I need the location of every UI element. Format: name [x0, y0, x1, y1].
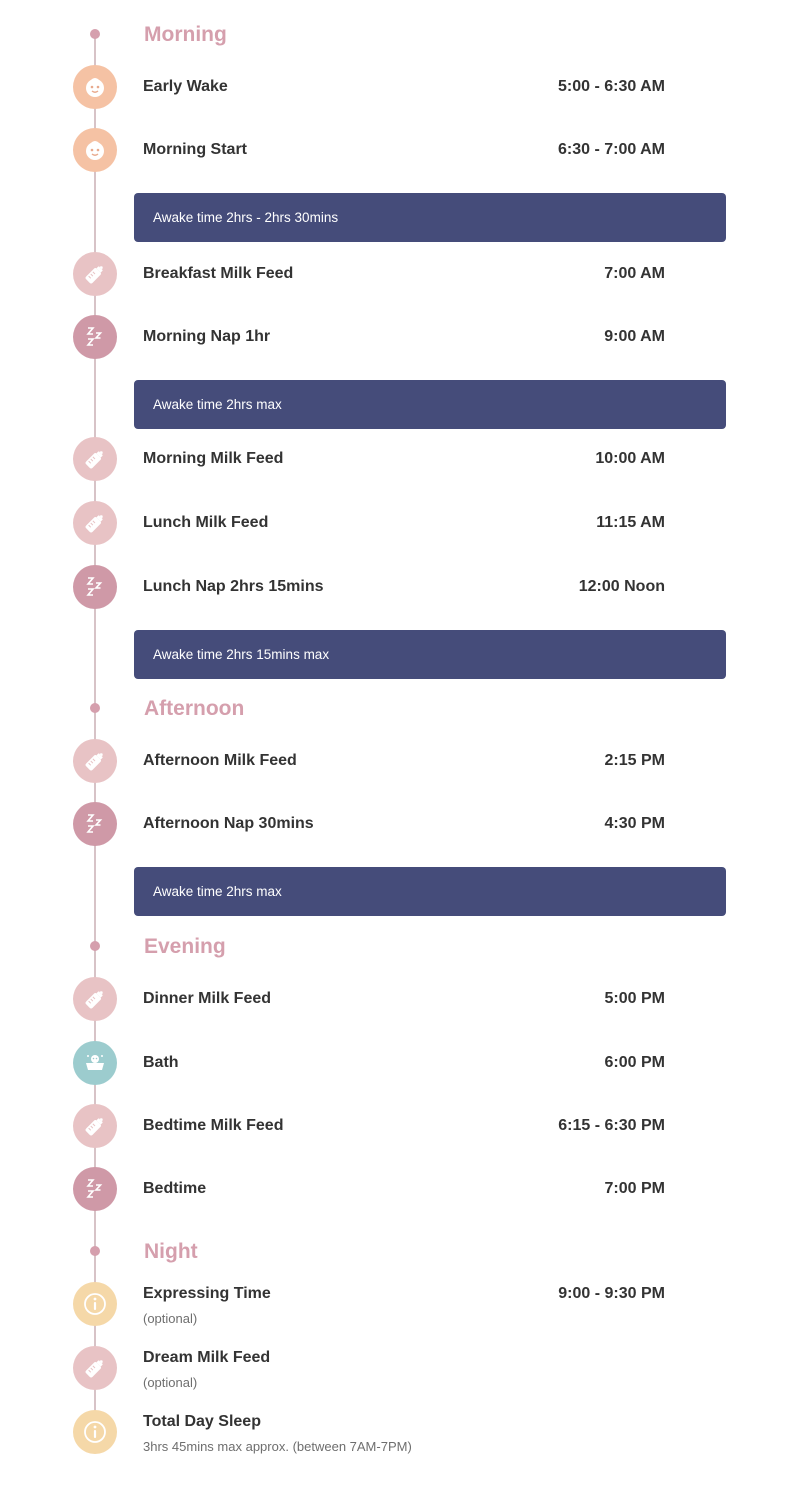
schedule-item-time-breakfast-milk-feed: 7:00 AM [604, 265, 665, 282]
bottle-icon [73, 1346, 117, 1390]
schedule-item-time-morning-milk-feed: 10:00 AM [595, 450, 665, 467]
timeline-line [94, 34, 96, 1432]
awake-time-banner [134, 867, 726, 916]
schedule-item-note-expressing-time: (optional) [143, 1311, 198, 1326]
awake-time-text: Awake time 2hrs - 2hrs 30mins [153, 210, 339, 225]
schedule-item-time-bedtime: 7:00 PM [604, 1180, 665, 1197]
awake-time-banner [134, 193, 726, 242]
schedule-item-title-afternoon-milk-feed: Afternoon Milk Feed [143, 752, 297, 769]
schedule-item-time-afternoon-milk-feed: 2:15 PM [604, 752, 665, 769]
awake-time-text: Awake time 2hrs max [153, 884, 282, 899]
schedule-item-title-afternoon-nap-30mins: Afternoon Nap 30mins [143, 815, 314, 832]
schedule-item-note-dream-milk-feed: (optional) [143, 1375, 198, 1390]
bottle-icon [73, 1104, 117, 1148]
section-marker-dot [90, 1246, 100, 1256]
schedule-item-title-dinner-milk-feed: Dinner Milk Feed [143, 990, 272, 1007]
schedule-item-time-early-wake: 5:00 - 6:30 AM [558, 78, 665, 95]
schedule-item-title-total-day-sleep: Total Day Sleep [143, 1413, 261, 1430]
baby-face-icon [73, 128, 117, 172]
section-title-morning: Morning [144, 23, 227, 46]
sleep-zzz-icon [73, 802, 117, 846]
bath-icon [73, 1041, 117, 1085]
section-marker-dot [90, 941, 100, 951]
schedule-item-title-bedtime-milk-feed: Bedtime Milk Feed [143, 1117, 284, 1134]
schedule-item-time-expressing-time: 9:00 - 9:30 PM [558, 1285, 665, 1302]
section-title-afternoon: Afternoon [144, 697, 245, 720]
schedule-item-time-morning-nap-1hr: 9:00 AM [604, 328, 665, 345]
schedule-item-title-bath: Bath [143, 1054, 179, 1071]
schedule-item-time-morning-start: 6:30 - 7:00 AM [558, 141, 665, 158]
awake-time-text: Awake time 2hrs max [153, 397, 282, 412]
bottle-icon [73, 252, 117, 296]
section-title-evening: Evening [144, 935, 226, 958]
schedule-item-title-lunch-milk-feed: Lunch Milk Feed [143, 514, 269, 531]
schedule-item-time-bedtime-milk-feed: 6:15 - 6:30 PM [558, 1117, 665, 1134]
awake-time-banner [134, 380, 726, 429]
schedule-item-title-lunch-nap-2hrs-15mins: Lunch Nap 2hrs 15mins [143, 578, 324, 595]
schedule-item-time-afternoon-nap-30mins: 4:30 PM [604, 815, 665, 832]
schedule-item-note-total-day-sleep: 3hrs 45mins max approx. (between 7AM-7PM) [143, 1439, 412, 1454]
section-marker-dot [90, 703, 100, 713]
bottle-icon [73, 739, 117, 783]
schedule-item-title-expressing-time: Expressing Time [143, 1285, 271, 1302]
schedule-item-title-morning-nap-1hr: Morning Nap 1hr [143, 328, 271, 345]
section-marker-dot [90, 29, 100, 39]
schedule-item-title-early-wake: Early Wake [143, 78, 228, 95]
awake-time-text: Awake time 2hrs 15mins max [153, 647, 330, 662]
baby-face-icon [73, 65, 117, 109]
awake-time-banner [134, 630, 726, 679]
sleep-zzz-icon [73, 565, 117, 609]
sleep-zzz-icon [73, 1167, 117, 1211]
section-title-night: Night [144, 1240, 198, 1263]
schedule-item-time-dinner-milk-feed: 5:00 PM [604, 990, 665, 1007]
schedule-item-title-bedtime: Bedtime [143, 1180, 207, 1197]
bottle-icon [73, 977, 117, 1021]
bottle-icon [73, 501, 117, 545]
info-icon [73, 1282, 117, 1326]
schedule-item-title-dream-milk-feed: Dream Milk Feed [143, 1349, 271, 1366]
sleep-zzz-icon [73, 315, 117, 359]
bottle-icon [73, 437, 117, 481]
schedule-item-title-morning-milk-feed: Morning Milk Feed [143, 450, 284, 467]
schedule-item-title-morning-start: Morning Start [143, 141, 247, 158]
schedule-item-time-bath: 6:00 PM [604, 1054, 665, 1071]
schedule-item-time-lunch-nap-2hrs-15mins: 12:00 Noon [578, 578, 665, 595]
info-icon [73, 1410, 117, 1454]
schedule-item-title-breakfast-milk-feed: Breakfast Milk Feed [143, 265, 294, 282]
schedule-item-time-lunch-milk-feed: 11:15 AM [596, 514, 665, 531]
